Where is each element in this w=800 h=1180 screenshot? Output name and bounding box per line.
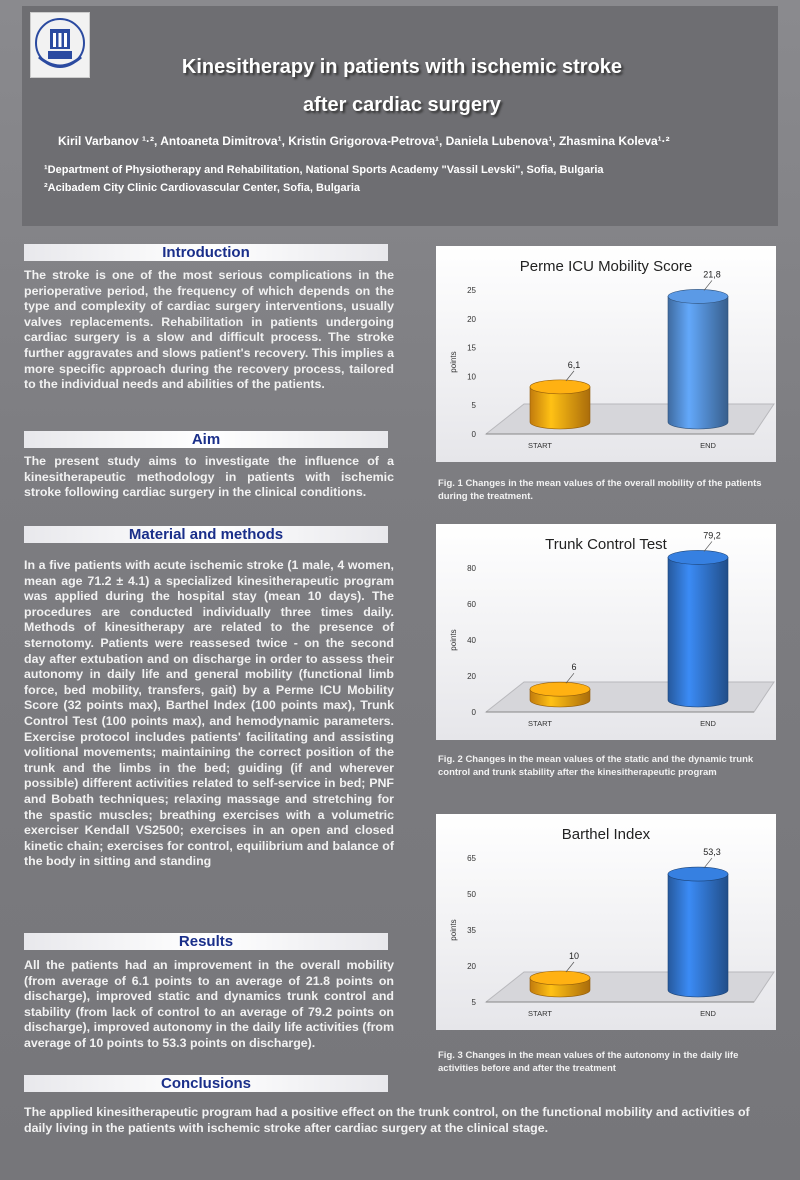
- results-text: All the patients had an improvement in the overall mobility (from average of 6.1 points to an average of 21.8 points on discharge), improved static and dynamics trunk control and stability (from lack of control to an average of 79.2 points on discharge), improved autonomy in the daily life activities (from average of 10 points to 53.3 points on discharge).: [24, 958, 394, 1050]
- x-tick-label: END: [700, 719, 716, 728]
- data-label: 6,1: [567, 359, 581, 370]
- chart-title: Barthel Index: [561, 826, 651, 843]
- data-label: 10: [568, 951, 580, 961]
- chart-trunk-control-svg: [436, 524, 776, 740]
- bar-top-start: [530, 682, 590, 696]
- affiliation-2: ²Acibadem City Clinic Cardiovascular Center, Sofia, Bulgaria: [44, 182, 361, 194]
- aim-text: The present study aims to investigate the influence of a kinesitherapeutic methodology in patients with ischemic stroke following cardiac surgery in the clinical conditions.: [24, 454, 394, 500]
- title-line-1: Kinesitherapy in patients with ischemic stroke: [181, 56, 623, 78]
- y-axis-label: points: [449, 919, 458, 941]
- x-tick-label: START: [528, 441, 552, 450]
- title-line-2: after cardiac surgery: [303, 94, 501, 116]
- poster-title: [102, 48, 702, 124]
- chart-barthel-svg: [436, 814, 776, 1030]
- x-tick-label: START: [528, 1009, 552, 1018]
- y-tick-label: 20: [467, 962, 476, 971]
- methods-text: In a five patients with acute ischemic stroke (1 male, 4 women, mean age 71.2 ± 4.1) a specialized kinesitherapeutic program was applied during the hospital stay (mean 10 days). The procedures are conducted individually three times daily. Methods of kinesitherapy are related to the presence of sternotomy. Patients were reassesed twice - on the second day after extubation and on discharge in order to assess their autonomy in daily life and general mobility (functional limb force, bed mobility, transfers, gait) by a Perme ICU Mobility Score (32 points max), Barthel Index (100 points max), Trunk Control Test (100 points max), and hemodynamic parameters. Exercise protocol includes patients' facilitating and assisting volitional movements; maintaining the correct position of the trunk and the limbs in the bed; guiding (if and wherever possible) different activities related to self-service in bed; PNF and Bobath techniques; relaxing massage and stretching for the spastic muscles; breathing exercises with a volumetric exerciser Kendall VS2500; exercises in an open and closed kinetic chain; exercises for control, equilibrium and balance of the body in sitting and standing: [24, 558, 394, 869]
- y-tick-label: 0: [471, 430, 476, 439]
- data-label-leader: [704, 541, 712, 551]
- chart-title: Trunk Control Test: [545, 536, 667, 553]
- x-tick-label: END: [700, 441, 716, 450]
- academy-logo: [30, 12, 90, 78]
- figure-caption-3: Fig. 3 Changes in the mean values of the autonomy in the daily life activities before and after the treatment: [438, 1050, 739, 1074]
- chart-trunk-control: [436, 524, 776, 740]
- bar-end: [668, 874, 728, 997]
- y-tick-label: 10: [467, 372, 476, 382]
- aim-heading: Aim: [24, 431, 388, 448]
- y-axis-label: points: [449, 629, 458, 651]
- chart-floor: [486, 682, 774, 712]
- y-tick-label: 80: [467, 564, 476, 573]
- y-tick-label: 65: [467, 854, 476, 863]
- bar-end: [668, 557, 728, 707]
- bar-top-end: [668, 289, 728, 303]
- chart-title: Perme ICU Mobility Score: [519, 258, 693, 275]
- x-tick-label: END: [700, 1009, 716, 1018]
- y-tick-label: 20: [467, 314, 476, 324]
- affiliation-1: ¹Department of Physiotherapy and Rehabilitation, National Sports Academy "Vassil Levski", Sofia, Bulgaria: [44, 164, 604, 176]
- figure-caption-1: Fig. 1 Changes in the mean values of the overall mobility of the patients during the treatment.: [438, 478, 762, 502]
- y-axis-label: points: [449, 351, 458, 373]
- academy-seal-icon: [31, 13, 89, 77]
- methods-heading: Material and methods: [24, 526, 388, 543]
- bar-top-start: [530, 971, 590, 985]
- data-label-leader: [704, 280, 712, 290]
- data-label-leader: [566, 371, 574, 381]
- introduction-heading: Introduction: [24, 244, 388, 261]
- y-tick-label: 35: [467, 926, 476, 935]
- results-heading: Results: [24, 933, 388, 950]
- data-label: 53,3: [703, 847, 721, 858]
- data-label-leader: [566, 962, 574, 972]
- figure-caption-2: Fig. 2 Changes in the mean values of the static and the dynamic trunk control and trunk stability after the kinesitherapeutic program: [438, 754, 754, 778]
- y-tick-label: 60: [467, 600, 476, 609]
- bar-end: [668, 296, 728, 429]
- data-label: 21,8: [703, 269, 721, 280]
- bar-top-end: [668, 550, 728, 564]
- y-tick-label: 15: [467, 343, 476, 353]
- conclusions-text: The applied kinesitherapeutic program had a positive effect on the trunk control, on the functional mobility and activities of daily living in the patients with ischemic stroke after cardiac surgery at the clinical stage.: [24, 1105, 750, 1135]
- y-tick-label: 50: [467, 890, 476, 899]
- y-tick-label: 25: [467, 286, 476, 295]
- y-tick-label: 40: [467, 636, 476, 645]
- x-tick-label: START: [528, 719, 552, 728]
- bar-top-start: [530, 380, 590, 394]
- y-tick-label: 0: [471, 708, 476, 717]
- chart-floor: [486, 404, 774, 434]
- data-label: 79,2: [703, 530, 721, 541]
- y-tick-label: 5: [471, 998, 476, 1007]
- authors: Kiril Varbanov ¹·², Antoaneta Dimitrova¹, Kristin Grigorova-Petrova¹, Daniela Lubenova¹, Zhasmina Koleva¹·²: [58, 134, 670, 148]
- introduction-text: The stroke is one of the most serious complications in the perioperative period, the frequency of which depends on the type and complexity of cardiac surgery interventions, usually valves replacements. Rehabilitation in patients undergoing cardiac surgery is a slow and difficult process. The stroke further aggravates and slows patient's recovery. This implies a more specific approach during the recovery process, tailored to the individual needs and abilities of the patients.: [24, 268, 394, 392]
- chart-perme-svg: [436, 246, 776, 462]
- chart-perme: [436, 246, 776, 462]
- y-tick-label: 20: [467, 672, 476, 681]
- bar-top-end: [668, 867, 728, 881]
- data-label-leader: [704, 858, 712, 868]
- data-label: 6: [571, 662, 577, 673]
- y-tick-label: 5: [471, 401, 476, 411]
- chart-barthel: [436, 814, 776, 1030]
- conclusions-heading: Conclusions: [24, 1075, 388, 1092]
- poster-header: [22, 6, 778, 226]
- chart-floor: [486, 972, 774, 1002]
